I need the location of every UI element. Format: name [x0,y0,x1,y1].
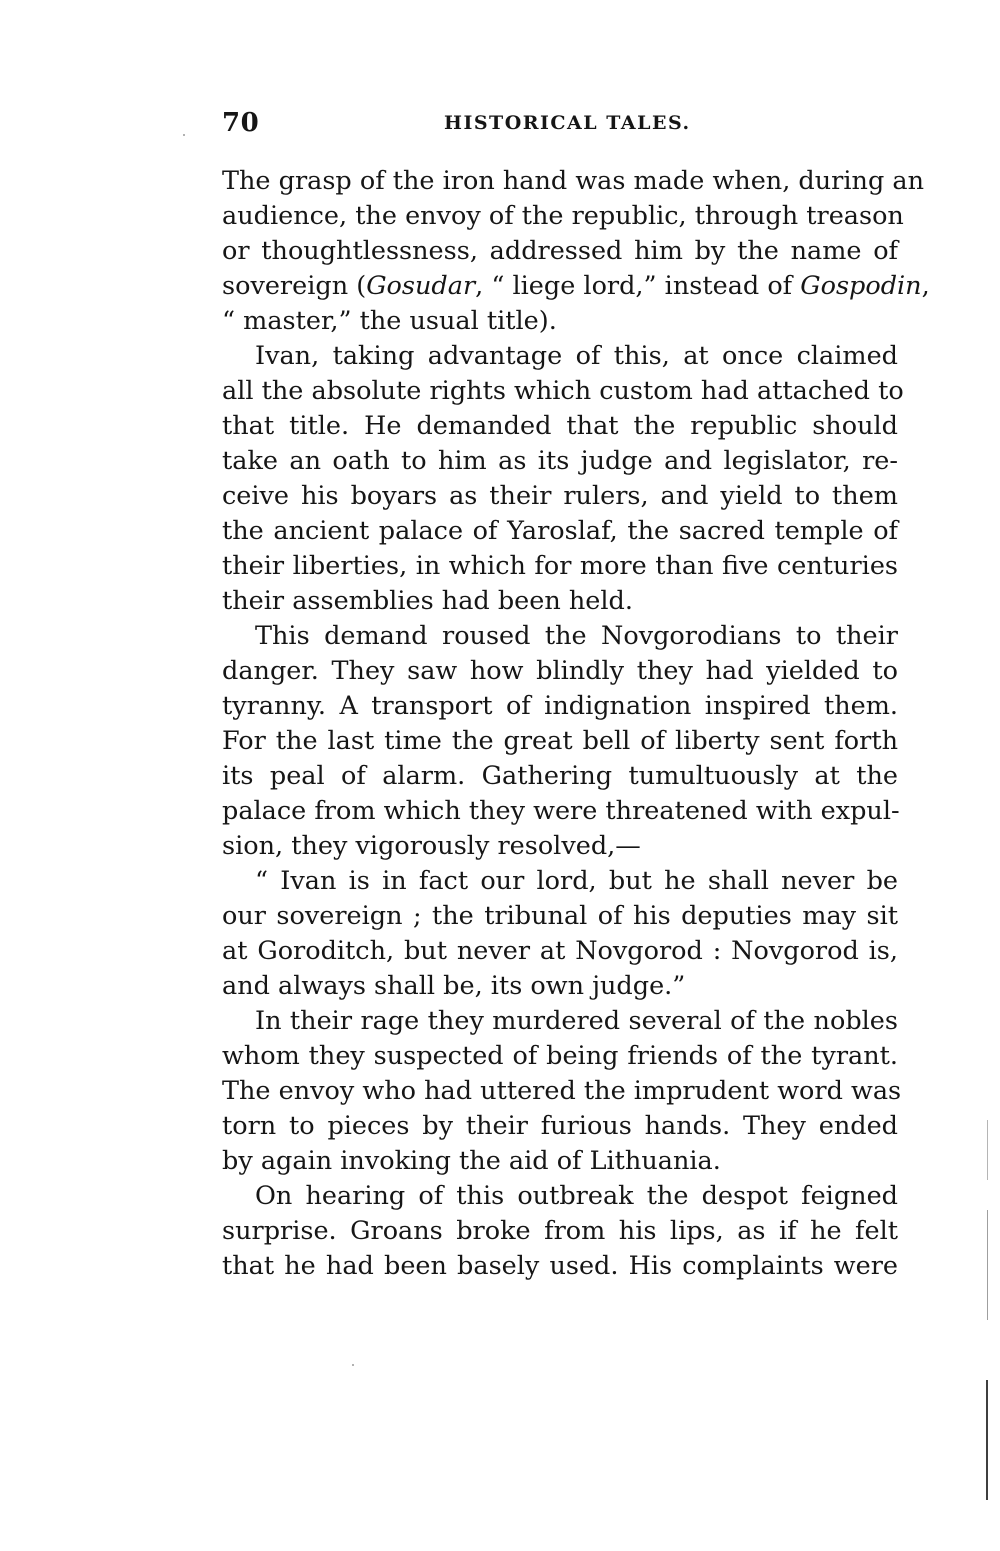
text-line: The grasp of the iron hand was made when, during an [222,166,924,196]
text-lines [222,164,930,1284]
text-line: “ master,” the usual title). [222,306,557,336]
text-line: their assemblies had been held. [222,586,633,616]
text-line: palace from which they were threatened with expul- [222,796,900,826]
text-line: sion, they vigorously resolved,— [222,831,641,861]
body-text [222,164,930,1284]
text-line: Ivan, taking advantage of this, at once claimed [255,341,898,371]
italic-term: Gospodin [800,271,922,301]
text-line: On hearing of this outbreak the despot feigned [255,1181,898,1211]
text-line: surprise. Groans broke from his lips, as if he felt [222,1216,898,1246]
text-line: This demand roused the Novgorodians to their [255,621,898,651]
text-line: ceive his boyars as their rulers, and yield to them [222,481,898,511]
text-line [222,269,930,304]
text-line: torn to pieces by their furious hands. They ended [222,1111,898,1141]
text-line: “ Ivan is in fact our lord, but he shall never be [255,866,898,896]
text-line: at Goroditch, but never at Novgorod : Novgorod is, [222,936,898,966]
text-line: their liberties, in which for more than five centuries [222,551,898,581]
text-run: sovereign ( [222,271,367,301]
text-line: In their rage they murdered several of the nobles [255,1006,898,1036]
italic-term: Gosudar [366,271,476,301]
text-run: , [921,271,930,301]
text-line: that he had been basely used. His complaints were [222,1251,898,1281]
text-line: all the absolute rights which custom had attached to [222,376,904,406]
text-line: that title. He demanded that the republic should [222,411,898,441]
text-line: and always shall be, its own judge.” [222,971,686,1001]
scan-speck [352,1364,354,1366]
text-line: audience, the envoy of the republic, through treason [222,201,904,231]
text-line: whom they suspected of being friends of the tyrant. [222,1041,898,1071]
text-line: its peal of alarm. Gathering tumultuously at the [222,761,898,791]
running-head [222,108,898,142]
text-line: tyranny. A transport of indignation inspired them. [222,691,898,721]
text-line: For the last time the great bell of liberty sent forth [222,726,898,756]
scan-speck [183,134,185,136]
text-line: The envoy who had uttered the imprudent word was [222,1076,902,1106]
text-line: take an oath to him as its judge and legislator, re- [222,446,898,476]
page-number: 70 [222,108,260,138]
scan-edge-mark [987,1120,988,1180]
running-title: HISTORICAL TALES. [444,112,691,134]
scan-edge-mark [986,1380,988,1500]
text-run: , “ liege lord,” instead of [475,271,801,301]
text-line: or thoughtlessness, addressed him by the name of [222,236,898,266]
scan-edge-mark [987,1210,988,1320]
text-line: the ancient palace of Yaroslaf, the sacred temple of [222,516,898,546]
text-line: by again invoking the aid of Lithuania. [222,1146,721,1176]
text-line: danger. They saw how blindly they had yielded to [222,656,898,686]
text-line: our sovereign ; the tribunal of his deputies may sit [222,901,898,931]
